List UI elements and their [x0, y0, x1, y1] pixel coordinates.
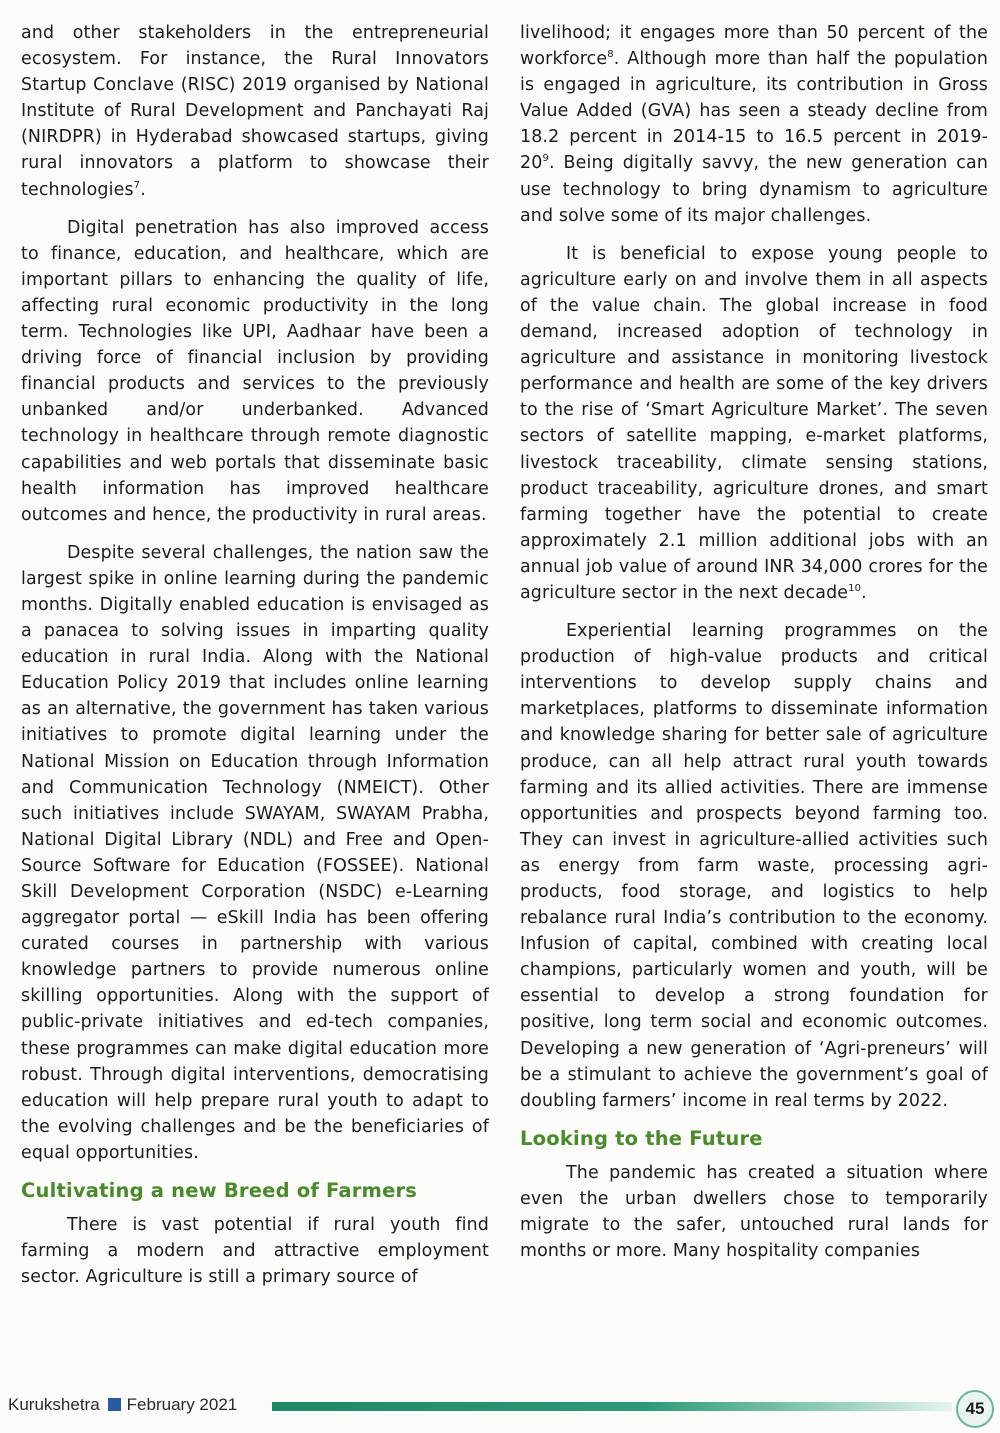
footnote-ref-9: 9: [542, 153, 549, 165]
paragraph-smart-agriculture: It is beneficial to expose young people to agriculture early on and involve them in all aspects of the value chain. The global increase in food demand, increased adoption of technology in agriculture and assistance in monitoring livestock performance and health are some of the key drivers to the rise of ‘Smart Agriculture Market’. The seven sectors of satellite mapping, e-market platforms, livestock traceability, climate sensing stations, product traceability, agriculture drones, and smart farming together have the potential to create approximately 2.1 million additional jobs with an annual job value of around INR 34,000 crores for the agriculture sector in the next decade$^{10}$.: [520, 243, 988, 603]
section-heading-future: Looking to the Future: [520, 1126, 763, 1150]
page-number-badge: 45: [956, 1390, 994, 1428]
issue-month: February 2021: [126, 1395, 238, 1414]
paragraph-digital-penetration: Digital penetration has also improved access to finance, education, and healthcare, which are important pillars to enhancing the quality of life, affecting rural economic productivity in the long term. Technologies like UPI, Aadhaar have been a driving force of financial inclusion by providing financial products and services to the previously unbanked and/or underbanked. Advanced technology in healthcare through remote diagnostic capabilities and web portals that disseminate basic health information has improved healthcare outcomes and hence, the productivity in rural areas.: [21, 217, 489, 525]
footer-bar: [272, 1402, 952, 1411]
left-column: [21, 20, 489, 1302]
paragraph-online-learning: Despite several challenges, the nation saw the largest spike in online learning during the pandemic months. Digitally enabled education is envisaged as a panacea to solving issues in imparting quality education in rural India. Along with the National Education Policy 2019 that includes online learning as an alternative, the government has taken various initiatives to promote digital learning under the National Mission on Education through Information and Communication Technology (NMEICT). Other such initiatives include SWAYAM, SWAYAM Prabha, National Digital Library (NDL) and Free and Open-Source Software for Education (FOSSEE). National Skill Development Corporation (NSDC) e-Learning aggregator portal — eSkill India has been offering curated courses in partnership with various knowledge partners to provide numerous online skilling opportunities. Along with the support of public-private initiatives and ed-tech companies, these programmes can make digital education more robust. Through digital interventions, democratising education will help prepare rural youth to adapt to the evolving challenges and be the beneficiaries of equal opportunities.: [21, 542, 489, 1163]
footnote-ref-10: 10: [848, 583, 862, 595]
square-icon: [108, 1398, 121, 1411]
paragraph-pandemic: The pandemic has created a situation where even the urban dwellers chose to temporarily migrate to the safer, untouched rural lands for months or more. Many hospitality companies: [520, 1162, 988, 1262]
right-column: [520, 20, 988, 1276]
paragraph-rural-youth: There is vast potential if rural youth find farming a modern and attractive employment sector. Agriculture is still a primary source of: [21, 1215, 489, 1288]
page-footer: [0, 1390, 1000, 1426]
paragraph-livelihood: livelihood; it engages more than 50 percent of the workforce$^8$. Although more than half the population is engaged in agriculture, its contribution in Gross Value Added (GVA) has seen a steady decline from 18.2 percent in 2014-15 to 16.5 percent in $2019-20^9$. Being digitally savvy, the new generation can use technology to bring dynamism to agriculture and solve some of its major challenges.: [520, 23, 988, 226]
footnote-ref-8: 8: [607, 49, 614, 61]
paragraph-stakeholders: and other stakeholders in the entrepreneurial ecosystem. For instance, the Rural Innovators Startup Conclave (RISC) 2019 organised by National Institute of Rural Development and Panchayati Raj (NIRDPR) in Hyderabad showcased startups, giving rural innovators a platform to showcase their technologies$^7$.: [21, 23, 489, 200]
paragraph-experiential-learning: Experiential learning programmes on the production of high-value products and critical interventions to develop supply chains and marketplaces, platforms to disseminate information and knowledge sharing for better sale of agriculture produce, can all help attract rural youth towards farming and its allied activities. There are immense opportunities and prospects beyond farming too. They can invest in agriculture-allied activities such as energy from farm waste, processing agri-products, food storage, and logistics to help rebalance rural India’s contribution to the economy. Infusion of capital, combined with creating local champions, particularly women and youth, will be essential to develop a strong foundation for positive, long term social and economic outcomes. Developing a new generation of ‘Agri-preneurs’ will be a stimulant to achieve the government’s goal of doubling farmers’ income in real terms by 2022.: [520, 621, 988, 1111]
footer-publication: [8, 1395, 237, 1415]
magazine-name: Kurukshetra: [8, 1395, 100, 1414]
section-heading-farmers: Cultivating a new Breed of Farmers: [21, 1179, 418, 1203]
footnote-ref-7: 7: [133, 179, 141, 191]
